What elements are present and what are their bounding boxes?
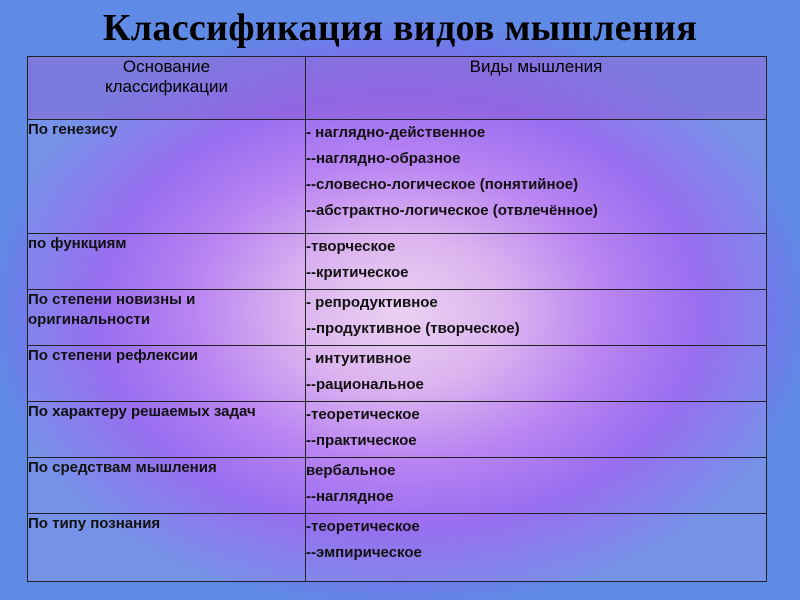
type-item: --словесно-логическое (понятийное): [306, 176, 579, 193]
row-basis: По характеру решаемых задач: [28, 402, 306, 458]
type-item: --критическое: [306, 264, 409, 281]
table-row: [28, 402, 767, 458]
header-types: Виды мышления: [306, 57, 767, 120]
row-basis: по функциям: [28, 234, 306, 290]
type-item: вербальное: [306, 462, 396, 479]
type-item: -творческое: [306, 238, 396, 255]
row-types: [306, 234, 767, 290]
type-item: - наглядно-действенное: [306, 124, 486, 141]
type-item: --рациональное: [306, 376, 424, 393]
table-row: [28, 290, 767, 346]
type-item: - интуитивное: [306, 350, 412, 367]
table-row: [28, 458, 767, 514]
classification-table: [27, 56, 767, 582]
row-basis: По типу познания: [28, 514, 306, 582]
row-basis: По степени рефлексии: [28, 346, 306, 402]
type-item: --практическое: [306, 432, 417, 449]
type-item: --наглядно-образное: [306, 150, 461, 167]
type-item: -теоретическое: [306, 406, 420, 423]
type-item: -теоретическое: [306, 518, 420, 535]
row-types: [306, 346, 767, 402]
type-item: --наглядное: [306, 488, 394, 505]
type-item: - репродуктивное: [306, 294, 438, 311]
row-basis: По генезису: [28, 120, 306, 234]
row-basis: По средствам мышления: [28, 458, 306, 514]
table-row: [28, 234, 767, 290]
table-row: [28, 514, 767, 582]
type-item: --эмпирическое: [306, 544, 422, 561]
type-item: --продуктивное (творческое): [306, 320, 520, 337]
slide-title: Классификация видов мышления: [102, 7, 698, 49]
row-types: [306, 402, 767, 458]
type-item: --абстрактно-логическое (отвлечённое): [306, 202, 598, 219]
row-basis: По степени новизны и оригинальности: [28, 290, 306, 346]
table-row: [28, 346, 767, 402]
row-types: [306, 120, 767, 234]
table-header-row: [28, 57, 767, 120]
row-types: [306, 290, 767, 346]
row-types: [306, 458, 767, 514]
table-row: [28, 120, 767, 234]
row-types: [306, 514, 767, 582]
header-basis: Основание классификации: [28, 57, 306, 120]
